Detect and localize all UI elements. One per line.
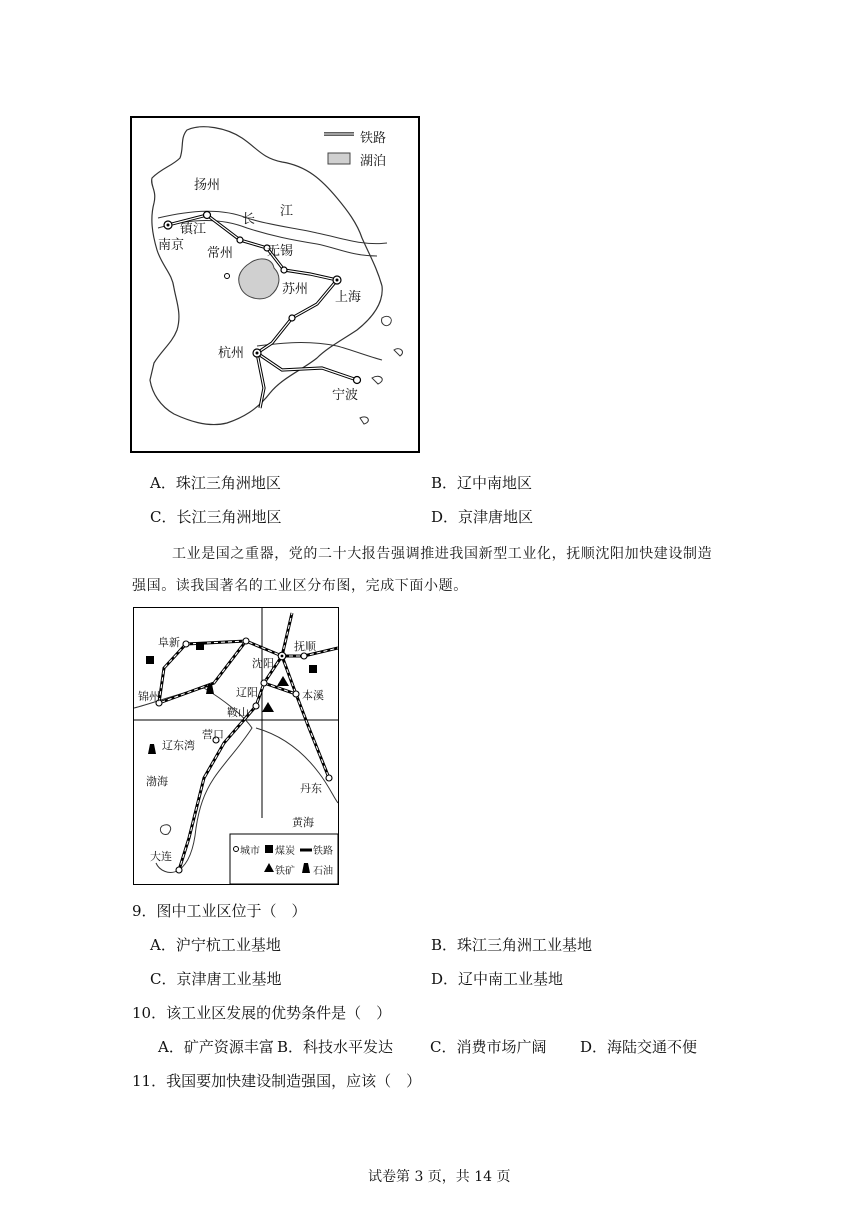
legend-railway-label-2: 铁路: [313, 846, 333, 857]
intro-line-2: 强国。读我国著名的工业区分布图，完成下面小题。: [132, 578, 468, 594]
question-9-stem: 9．图中工业区位于（ ）: [132, 902, 307, 920]
q10-option-c: C．消费市场广阔: [430, 1038, 547, 1056]
city-label-zhenjiang: 镇江: [180, 222, 207, 237]
question-11-stem: 11．我国要加快建设制造强国，应该（ ）: [132, 1072, 422, 1090]
q9-option-b: B．珠江三角洲工业基地: [431, 936, 593, 954]
city-label-hangzhou: 杭州: [218, 346, 245, 361]
city-label-nanjing: 南京: [158, 238, 185, 253]
q10-option-d: D．海陆交通不便: [580, 1038, 698, 1056]
q9-option-d: D．辽中南工业基地: [431, 970, 564, 988]
city-label-shanghai: 上海: [335, 290, 362, 305]
q9-option-a: A．沪宁杭工业基地: [150, 936, 281, 954]
legend-iron-label: 铁矿: [275, 866, 295, 877]
river-label-jiang: 江: [280, 204, 294, 219]
yangtze-delta-map: [130, 116, 420, 453]
city-label-ningbo: 宁波: [332, 388, 359, 403]
city-label-fushun: 抚顺: [294, 640, 316, 653]
legend-coal-label: 煤炭: [275, 846, 295, 857]
legend-city-label: 城市: [240, 846, 260, 857]
option-d: D．京津唐地区: [431, 508, 534, 526]
question-10-stem: 10．该工业区发展的优势条件是（ ）: [132, 1004, 392, 1022]
legend-railway-label: 铁路: [360, 131, 387, 146]
option-b: B．辽中南地区: [431, 474, 533, 492]
city-label-dalian: 大连: [150, 850, 172, 863]
city-label-yingkou: 营口: [202, 728, 224, 741]
city-label-benxi: 本溪: [302, 689, 324, 702]
option-c: C．长江三角洲地区: [150, 508, 282, 526]
bay-label-liaodongwan: 辽东湾: [162, 739, 195, 752]
option-a: A．珠江三角洲地区: [150, 474, 281, 492]
sea-label-bohai: 渤海: [146, 775, 168, 788]
city-label-liaoyang: 辽阳: [236, 686, 258, 699]
q9-option-c: C．京津唐工业基地: [150, 970, 282, 988]
city-label-shenyang: 沈阳: [252, 657, 274, 670]
city-label-anshan: 鞍山: [227, 706, 249, 719]
sea-label-huanghai: 黄海: [292, 816, 314, 829]
q10-option-a: A．矿产资源丰富: [158, 1038, 274, 1056]
legend-lake-label: 湖泊: [360, 154, 387, 169]
city-label-jinzhou: 锦州: [138, 690, 160, 703]
q10-option-b: B．科技水平发达: [277, 1038, 394, 1056]
city-label-yangzhou: 扬州: [194, 178, 221, 193]
liaozhongnan-map: [133, 607, 339, 885]
river-label-chang: 长: [242, 212, 256, 227]
city-label-fuxin: 阜新: [158, 636, 180, 649]
legend-oil-label: 石油: [313, 866, 333, 877]
city-label-dandong: 丹东: [300, 782, 322, 795]
city-label-wuxi: 无锡: [267, 244, 294, 259]
intro-line-1: 工业是国之重器，党的二十大报告强调推进我国新型工业化，抚顺沈阳加快建设制造: [172, 546, 713, 562]
city-label-suzhou: 苏州: [282, 282, 309, 297]
city-label-changzhou: 常州: [207, 246, 234, 261]
page-footer: 试卷第 3 页，共 14 页: [368, 1169, 511, 1185]
